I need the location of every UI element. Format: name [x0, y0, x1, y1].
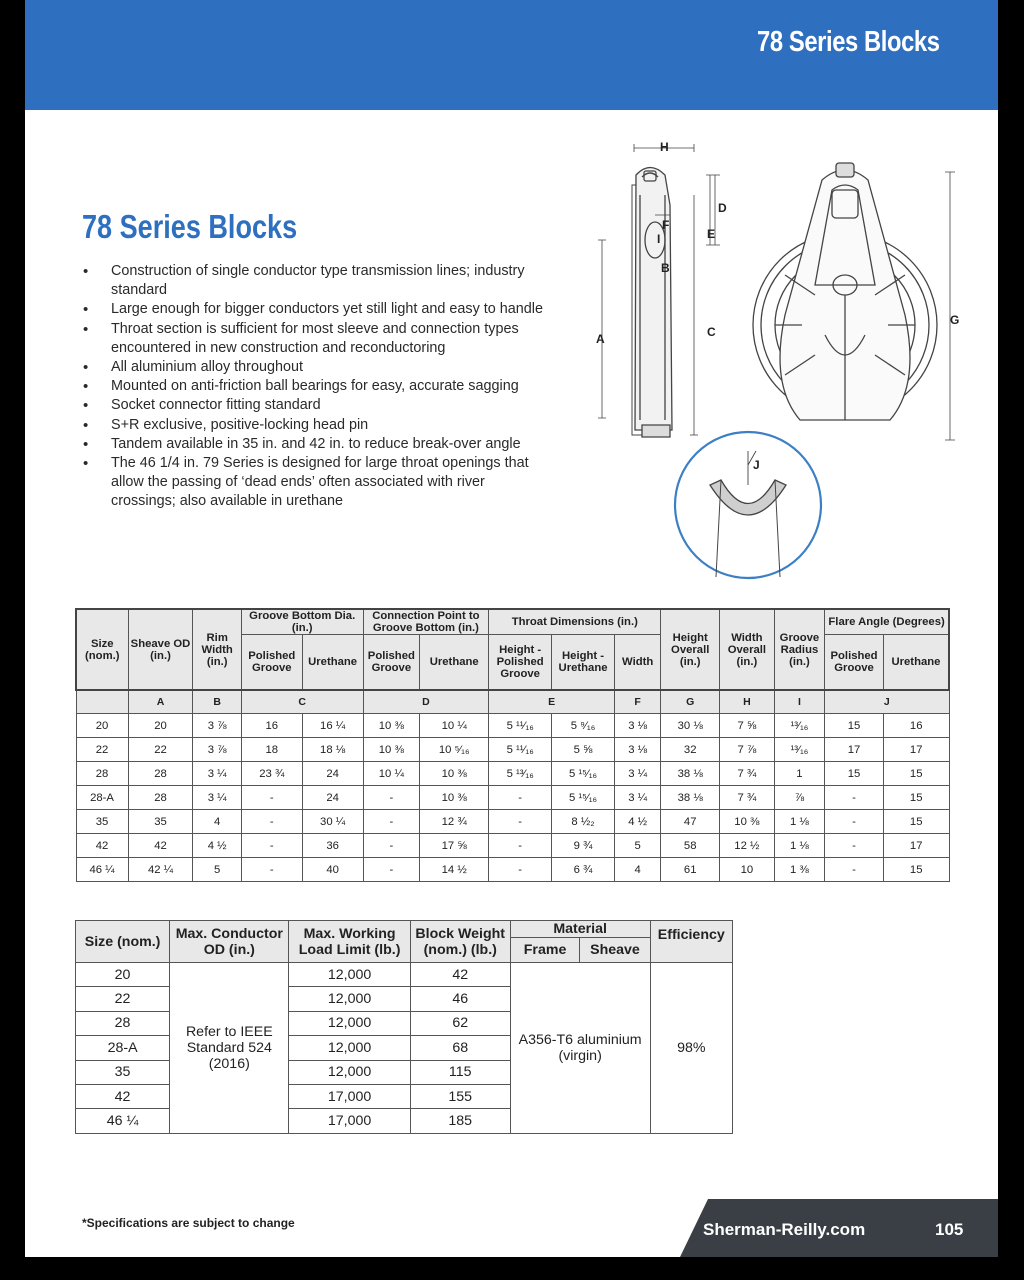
table-cell: 3 ⅛: [614, 714, 660, 738]
table-cell: 5 ¹³⁄₁₆: [489, 762, 552, 786]
table-cell: 22: [76, 987, 170, 1011]
table-cell: 68: [410, 1036, 510, 1060]
table-cell: 12,000: [289, 1011, 410, 1035]
table-cell: 46 ¼: [76, 1109, 170, 1133]
feature-item: • Socket connector fitting standard: [81, 396, 551, 415]
table-cell: 28: [128, 786, 193, 810]
sub-polished: Polished Groove: [825, 635, 884, 691]
label-j: J: [753, 458, 760, 472]
table-cell: 20: [76, 714, 128, 738]
table-cell: 5 ¹¹⁄₁₆: [489, 738, 552, 762]
table-cell: 10 ⁵⁄₁₆: [420, 738, 489, 762]
label-b: B: [661, 261, 670, 275]
table-cell: 35: [76, 810, 128, 834]
feature-item: • Tandem available in 35 in. and 42 in. to reduce break-over angle: [81, 435, 551, 454]
feature-item: • All aluminium alloy throughout: [81, 358, 551, 377]
table-cell: 42 ¼: [128, 858, 193, 882]
sub-width: Width: [614, 635, 660, 691]
table-cell: 28-A: [76, 1036, 170, 1060]
table-cell: 7 ⅝: [720, 714, 775, 738]
letter-cell: G: [661, 690, 720, 714]
label-a: A: [596, 332, 605, 346]
sub-polished: Polished Groove: [241, 635, 302, 691]
letter-row: [76, 690, 949, 714]
table-cell: 28: [76, 1011, 170, 1035]
table-cell: 1 ⅛: [774, 834, 825, 858]
footnote: *Specifications are subject to change: [82, 1216, 295, 1230]
feature-item: • Large enough for bigger conductors yet still light and easy to handle: [81, 300, 551, 319]
table-cell: 10 ¼: [420, 714, 489, 738]
table-cell: 155: [410, 1084, 510, 1108]
table-cell: 1: [774, 762, 825, 786]
letter-cell: I: [774, 690, 825, 714]
label-d: D: [718, 201, 727, 215]
table-cell: 3 ⅞: [193, 714, 241, 738]
page-number: 105: [935, 1220, 964, 1239]
table-cell: 10 ⅜: [363, 714, 420, 738]
table-cell: 35: [76, 1060, 170, 1084]
letter-cell: J: [825, 690, 949, 714]
table-cell: 10 ⅜: [420, 786, 489, 810]
table-cell: -: [363, 858, 420, 882]
table-cell: 47: [661, 810, 720, 834]
table-cell: 5 ¹¹⁄₁₆: [489, 714, 552, 738]
col-weight: Block Weight (nom.) (lb.): [410, 921, 510, 963]
label-c: C: [707, 325, 716, 339]
table-cell: 42: [410, 963, 510, 987]
letter-cell: B: [193, 690, 241, 714]
table-cell: 23 ¾: [241, 762, 302, 786]
table-cell: 12 ¾: [420, 810, 489, 834]
letter-cell: E: [489, 690, 615, 714]
page-title: 78 Series Blocks: [82, 208, 298, 245]
letter-cell: F: [614, 690, 660, 714]
table-cell: -: [489, 786, 552, 810]
header-title: 78 Series Blocks: [757, 26, 940, 58]
table-cell: -: [241, 786, 302, 810]
table-cell: 115: [410, 1060, 510, 1084]
table-cell: 5 ⁹⁄₁₆: [552, 714, 615, 738]
material-cell: A356-T6 aluminium (virgin): [510, 963, 650, 1134]
table-cell: 15: [825, 714, 884, 738]
table-row: [76, 963, 733, 987]
table-cell: 3 ⅛: [614, 738, 660, 762]
col-load: Max. Working Load Limit (lb.): [289, 921, 410, 963]
table-cell: 7 ¾: [720, 786, 775, 810]
sub-height-polished: Height - Polished Groove: [489, 635, 552, 691]
table-cell: 12,000: [289, 963, 410, 987]
table-cell: 22: [76, 738, 128, 762]
table-cell: ¹³⁄₁₆: [774, 714, 825, 738]
table-cell: 46: [410, 987, 510, 1011]
table-cell: -: [825, 786, 884, 810]
table-cell: 16: [883, 714, 949, 738]
table-cell: 14 ½: [420, 858, 489, 882]
table-cell: -: [241, 834, 302, 858]
col-efficiency: Efficiency: [650, 921, 732, 963]
feature-item: • S+R exclusive, positive-locking head pin: [81, 416, 551, 435]
sub-frame: Frame: [510, 938, 580, 963]
table-cell: 6 ¾: [552, 858, 615, 882]
label-e: E: [707, 227, 716, 241]
table-cell: 1 ⅛: [774, 810, 825, 834]
table-cell: 3 ¼: [193, 762, 241, 786]
col-throat: Throat Dimensions (in.): [489, 609, 661, 635]
table-cell: -: [489, 858, 552, 882]
table-cell: 3 ¼: [614, 786, 660, 810]
table-cell: 30 ¼: [302, 810, 363, 834]
table-cell: 12,000: [289, 987, 410, 1011]
table-cell: -: [241, 858, 302, 882]
table-cell: 15: [883, 762, 949, 786]
table-cell: 15: [825, 762, 884, 786]
conductor-note-cell: Refer to IEEE Standard 524 (2016): [170, 963, 289, 1134]
table-cell: 46 ¼: [76, 858, 128, 882]
table-cell: 185: [410, 1109, 510, 1133]
table-cell: 3 ¼: [193, 786, 241, 810]
table-cell: 28: [76, 762, 128, 786]
table-cell: 5 ¹⁵⁄₁₆: [552, 786, 615, 810]
table-cell: 10 ⅜: [720, 810, 775, 834]
table-cell: 5: [614, 834, 660, 858]
sub-urethane: Urethane: [420, 635, 489, 691]
table-cell: 3 ⅞: [193, 738, 241, 762]
table-cell: 24: [302, 762, 363, 786]
letter-cell: H: [720, 690, 775, 714]
col-sheave: Sheave OD (in.): [128, 609, 193, 690]
table-cell: 18 ⅛: [302, 738, 363, 762]
header-banner: [25, 0, 998, 110]
feature-item: • The 46 1/4 in. 79 Series is designed for large throat openings that allow the passing of ‘dead ends’ often associated with river crossings; also available in urethane: [81, 454, 551, 512]
table-cell: 7 ¾: [720, 762, 775, 786]
label-i: I: [657, 232, 661, 246]
table-cell: 38 ⅛: [661, 762, 720, 786]
table-cell: -: [489, 810, 552, 834]
sub-height-urethane: Height - Urethane: [552, 635, 615, 691]
table-cell: 5 ¹⁵⁄₁₆: [552, 762, 615, 786]
table-cell: 16 ¼: [302, 714, 363, 738]
table-cell: 17: [825, 738, 884, 762]
table-cell: 24: [302, 786, 363, 810]
table-cell: 16: [241, 714, 302, 738]
table-cell: 22: [128, 738, 193, 762]
table-cell: 10 ¼: [363, 762, 420, 786]
label-g: G: [950, 313, 960, 327]
table-cell: 42: [128, 834, 193, 858]
table-cell: 4 ½: [193, 834, 241, 858]
load-table: [75, 920, 733, 1134]
col-conductor: Max. Conductor OD (in.): [170, 921, 289, 963]
table-cell: -: [363, 834, 420, 858]
table-cell: 15: [883, 786, 949, 810]
table-cell: 28-A: [76, 786, 128, 810]
efficiency-cell: 98%: [650, 963, 732, 1134]
table-cell: 40: [302, 858, 363, 882]
table-row: [76, 714, 949, 738]
table-cell: 18: [241, 738, 302, 762]
table-cell: 7 ⅞: [720, 738, 775, 762]
table-cell: -: [489, 834, 552, 858]
sub-urethane: Urethane: [302, 635, 363, 691]
feature-list: [81, 262, 551, 512]
col-material: Material: [510, 921, 650, 938]
table-cell: 17 ⅝: [420, 834, 489, 858]
table-cell: 30 ⅛: [661, 714, 720, 738]
table-cell: -: [825, 858, 884, 882]
letter-cell: D: [363, 690, 489, 714]
table-cell: 12 ½: [720, 834, 775, 858]
table-cell: 20: [128, 714, 193, 738]
table-cell: ¹³⁄₁₆: [774, 738, 825, 762]
dimensions-table: [75, 608, 950, 882]
table-cell: 36: [302, 834, 363, 858]
table-cell: 15: [883, 810, 949, 834]
table-cell: -: [825, 810, 884, 834]
table-cell: 32: [661, 738, 720, 762]
feature-item: • Construction of single conductor type transmission lines; industry standard: [81, 262, 551, 300]
table-cell: 20: [76, 963, 170, 987]
table-cell: 4: [614, 858, 660, 882]
table-cell: 3 ¼: [614, 762, 660, 786]
table-row: [76, 738, 949, 762]
label-h: H: [660, 140, 669, 154]
table-cell: -: [241, 810, 302, 834]
sub-polished: Polished Groove: [363, 635, 420, 691]
feature-item: • Mounted on anti-friction ball bearings for easy, accurate sagging: [81, 377, 551, 396]
table-cell: 10 ⅜: [420, 762, 489, 786]
table-cell: 17,000: [289, 1084, 410, 1108]
block-diagram: [570, 135, 970, 585]
table-cell: 61: [661, 858, 720, 882]
table-cell: 42: [76, 1084, 170, 1108]
col-width: Width Overall (in.): [720, 609, 775, 690]
col-rim: Rim Width (in.): [193, 609, 241, 690]
table-row: [76, 834, 949, 858]
table-cell: 38 ⅛: [661, 786, 720, 810]
table-cell: 5: [193, 858, 241, 882]
table-cell: 12,000: [289, 1036, 410, 1060]
table-cell: 9 ¾: [552, 834, 615, 858]
col-flare: Flare Angle (Degrees): [825, 609, 949, 635]
table-cell: 4: [193, 810, 241, 834]
col-groove-bottom: Groove Bottom Dia. (in.): [241, 609, 363, 635]
table-cell: 35: [128, 810, 193, 834]
table-cell: -: [363, 786, 420, 810]
table-cell: 4 ½: [614, 810, 660, 834]
table-cell: 17,000: [289, 1109, 410, 1133]
table-cell: 17: [883, 834, 949, 858]
table-cell: 15: [883, 858, 949, 882]
table-cell: 5 ⅝: [552, 738, 615, 762]
feature-item: • Throat section is sufficient for most sleeve and connection types encountered in new construction and reconductoring: [81, 320, 551, 358]
table-cell: 58: [661, 834, 720, 858]
table-row: [76, 858, 949, 882]
table-row: [76, 762, 949, 786]
table-cell: 42: [76, 834, 128, 858]
col-height: Height Overall (in.): [661, 609, 720, 690]
table-cell: 62: [410, 1011, 510, 1035]
col-size: Size (nom.): [76, 609, 128, 690]
col-size: Size (nom.): [76, 921, 170, 963]
table-cell: 28: [128, 762, 193, 786]
table-cell: 8 ½₂: [552, 810, 615, 834]
sub-sheave: Sheave: [580, 938, 650, 963]
table-cell: 17: [883, 738, 949, 762]
table-cell: 1 ⅜: [774, 858, 825, 882]
table-cell: 10: [720, 858, 775, 882]
col-radius: Groove Radius (in.): [774, 609, 825, 690]
sub-urethane: Urethane: [883, 635, 949, 691]
table-cell: 10 ⅜: [363, 738, 420, 762]
table-cell: 12,000: [289, 1060, 410, 1084]
table-cell: -: [825, 834, 884, 858]
col-connection: Connection Point to Groove Bottom (in.): [363, 609, 489, 635]
letter-cell: A: [128, 690, 193, 714]
letter-cell: C: [241, 690, 363, 714]
table-cell: -: [363, 810, 420, 834]
table-row: [76, 786, 949, 810]
table-cell: ⅞: [774, 786, 825, 810]
footer-site-link[interactable]: Sherman-Reilly.com: [703, 1220, 866, 1239]
table-row: [76, 810, 949, 834]
page: [25, 0, 998, 1257]
label-f: F: [662, 218, 670, 232]
letter-cell: [76, 690, 128, 714]
